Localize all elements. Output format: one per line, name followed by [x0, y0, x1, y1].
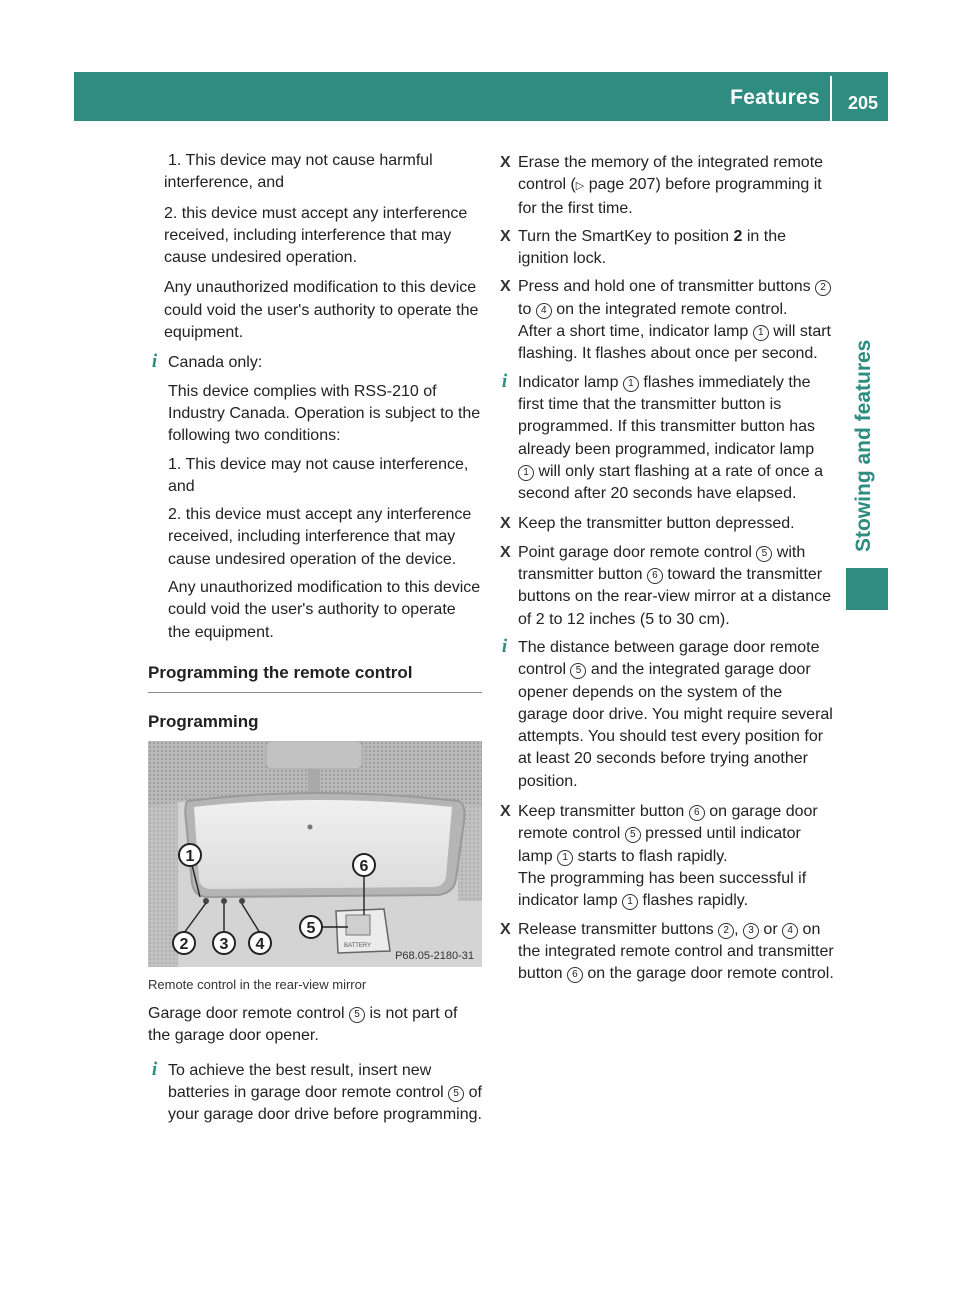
- step-marker-icon: X: [500, 278, 511, 296]
- page-number: 205: [847, 93, 878, 113]
- step-release-buttons: [498, 919, 834, 986]
- info-note-batteries: [148, 1060, 482, 1127]
- text-run: Garage door remote control: [148, 1004, 349, 1022]
- sub-heading: Programming: [148, 711, 259, 731]
- rear-view-mirror-illustration: [148, 741, 482, 967]
- paragraph: [168, 1060, 482, 1127]
- step-press-hold: [498, 276, 834, 365]
- mirror-figure: [148, 741, 482, 967]
- text-run: will only start flashing at a rate of once a second after 20 seconds have elapsed.: [518, 462, 824, 503]
- paragraph: [148, 1003, 482, 1048]
- info-icon: i: [501, 635, 508, 657]
- callout-3-label: 3: [219, 935, 229, 953]
- paragraph: [518, 372, 834, 506]
- text-run: Indicator lamp: [518, 373, 623, 391]
- text-run: starts to flash rapidly.: [573, 847, 728, 865]
- callout-ref: 3: [743, 923, 759, 939]
- text-run: After a short time, indicator lamp: [518, 323, 753, 341]
- callout-4-label: 4: [255, 935, 265, 953]
- callout-2-label: 2: [179, 935, 189, 953]
- callout-6-label: 6: [359, 857, 369, 875]
- callout-ref: 6: [647, 568, 663, 584]
- callout-1-label: 1: [185, 847, 195, 865]
- text-run: toward the transmitter buttons on the rear-view mirror at a distance of 2 to 12 inches (5 to 30 cm).: [518, 566, 832, 628]
- callout-ref: 5: [570, 663, 586, 679]
- callout-ref: 6: [567, 967, 583, 983]
- info-note-indicator: [498, 372, 834, 506]
- page-header: [74, 72, 888, 121]
- callout-ref: 1: [623, 376, 639, 392]
- step-text: [518, 542, 834, 631]
- section-heading: Programming the remote control: [148, 662, 482, 693]
- callout-ref: 5: [349, 1007, 365, 1023]
- paragraph: Any unauthorized modification to this device could void the user's authority to operate the equipment.: [164, 279, 479, 342]
- callout-ref: 1: [518, 465, 534, 481]
- step-point-remote: [498, 542, 834, 631]
- text-run: Keep transmitter button: [518, 803, 689, 821]
- chapter-side-tab: [840, 122, 888, 552]
- text-run: will start flashing. It flashes about once per second.: [518, 323, 831, 363]
- info-title: Canada only:: [168, 354, 263, 372]
- header-divider: [830, 76, 832, 121]
- text-run: The distance between garage door remote control: [518, 638, 820, 679]
- text-run: To achieve the best result, insert new batteries in garage door remote control: [168, 1061, 449, 1101]
- text-run: pressed until indicator lamp: [518, 825, 801, 865]
- text-run: Erase the memory of the integrated remote control (: [518, 154, 824, 194]
- callout-ref: 1: [622, 894, 638, 910]
- figure-code: P68.05-2180-31: [395, 949, 474, 962]
- callout-ref: 2: [815, 280, 831, 296]
- text-run: page 207) before programming it for the first time.: [518, 176, 822, 217]
- step-text: [518, 919, 834, 986]
- callout-ref: 5: [756, 546, 772, 562]
- step-marker-icon: X: [500, 154, 511, 171]
- paragraph: 1. This device may not cause interference, and: [168, 455, 469, 495]
- remote-label: BATTERY: [344, 942, 372, 949]
- callout-ref: 5: [448, 1086, 464, 1102]
- paragraph: 2. this device must accept any interference received, including interference that may cause undesired operation of the device.: [168, 506, 472, 568]
- paragraph: [518, 637, 834, 793]
- step-erase-memory: [498, 152, 834, 220]
- paragraph: This device complies with RSS-210 of Industry Canada. Operation is subject to the following two conditions:: [168, 382, 481, 445]
- paragraph: 1. This device may not cause harmful interference, and: [164, 152, 433, 192]
- position-number: 2: [733, 227, 743, 245]
- step-turn-smartkey: [498, 226, 834, 271]
- step-text: Keep the transmitter button depressed.: [518, 515, 795, 533]
- text-run: on the garage door remote control.: [582, 965, 834, 983]
- step-text: [518, 152, 834, 220]
- callout-ref: 4: [536, 303, 552, 319]
- callout-ref: 6: [689, 805, 705, 821]
- chapter-marker-block: [846, 568, 888, 610]
- header-title: Features: [730, 86, 820, 109]
- garage-remote-control: [336, 909, 390, 953]
- text-run: Release transmitter buttons: [518, 920, 719, 938]
- step-text: [518, 801, 834, 912]
- text-run: is not part of the garage door opener.: [148, 1004, 458, 1045]
- left-column: [148, 150, 482, 1134]
- step-keep-depressed: [498, 513, 834, 535]
- text-run: of your garage door drive before programming.: [168, 1083, 482, 1124]
- callout-ref: 4: [782, 923, 798, 939]
- step-marker-icon: X: [500, 803, 511, 821]
- step-marker-icon: X: [500, 543, 511, 561]
- figure-caption: Remote control in the rear-view mirror: [148, 976, 367, 992]
- step-text: [518, 276, 834, 365]
- text-run: on garage door remote control: [518, 803, 818, 843]
- step-keep-pressed: [498, 801, 834, 912]
- callout-ref: 1: [753, 325, 769, 341]
- paragraph: Any unauthorized modification to this device could void the user's authority to operate the equipment.: [168, 579, 481, 641]
- text-run: flashes immediately the first time that the transmitter button is programmed. If this transmitter button has already been programmed, indicator lamp: [518, 373, 816, 458]
- text-run: flashes rapidly.: [638, 892, 749, 910]
- text-run: on the integrated remote control and transmitter button: [518, 920, 834, 983]
- text-run: and the integrated garage door opener depends on the system of the garage door drive. You might require several attempts. You should test every position for at least 20 seconds before trying another position.: [518, 661, 833, 790]
- step-text: [518, 226, 834, 271]
- step-marker-icon: X: [500, 227, 511, 245]
- callout-ref: 5: [625, 827, 641, 843]
- text-run: Press and hold one of transmitter buttons: [518, 278, 816, 296]
- text-run: to: [518, 300, 536, 318]
- step-marker-icon: X: [500, 920, 511, 938]
- callout-ref: 1: [557, 850, 573, 866]
- callout-5-label: 5: [306, 919, 316, 937]
- text-run: Turn the SmartKey to position: [518, 227, 734, 245]
- text-run: Point garage door remote control: [518, 543, 757, 561]
- info-icon: i: [151, 1058, 158, 1080]
- text-run: or: [758, 920, 783, 938]
- page-reference-arrow-icon: ▷: [575, 180, 585, 193]
- callout-ref: 2: [718, 923, 734, 939]
- text-run: on the integrated remote control.: [551, 300, 788, 318]
- info-note-distance: [498, 637, 834, 793]
- info-note-canada: [148, 352, 482, 644]
- right-column: [498, 152, 834, 991]
- step-marker-icon: X: [500, 515, 511, 533]
- info-icon: i: [501, 370, 508, 392]
- text-run: The programming has been successful if indicator lamp: [518, 869, 807, 910]
- text-run: in the ignition lock.: [518, 227, 787, 268]
- chapter-label: Stowing and features: [852, 339, 875, 552]
- paragraph: 2. this device must accept any interference received, including interference that may cause undesired operation.: [164, 204, 468, 267]
- text-run: with transmitter button: [518, 543, 806, 584]
- info-icon: i: [151, 351, 158, 373]
- text-run: ,: [734, 920, 743, 938]
